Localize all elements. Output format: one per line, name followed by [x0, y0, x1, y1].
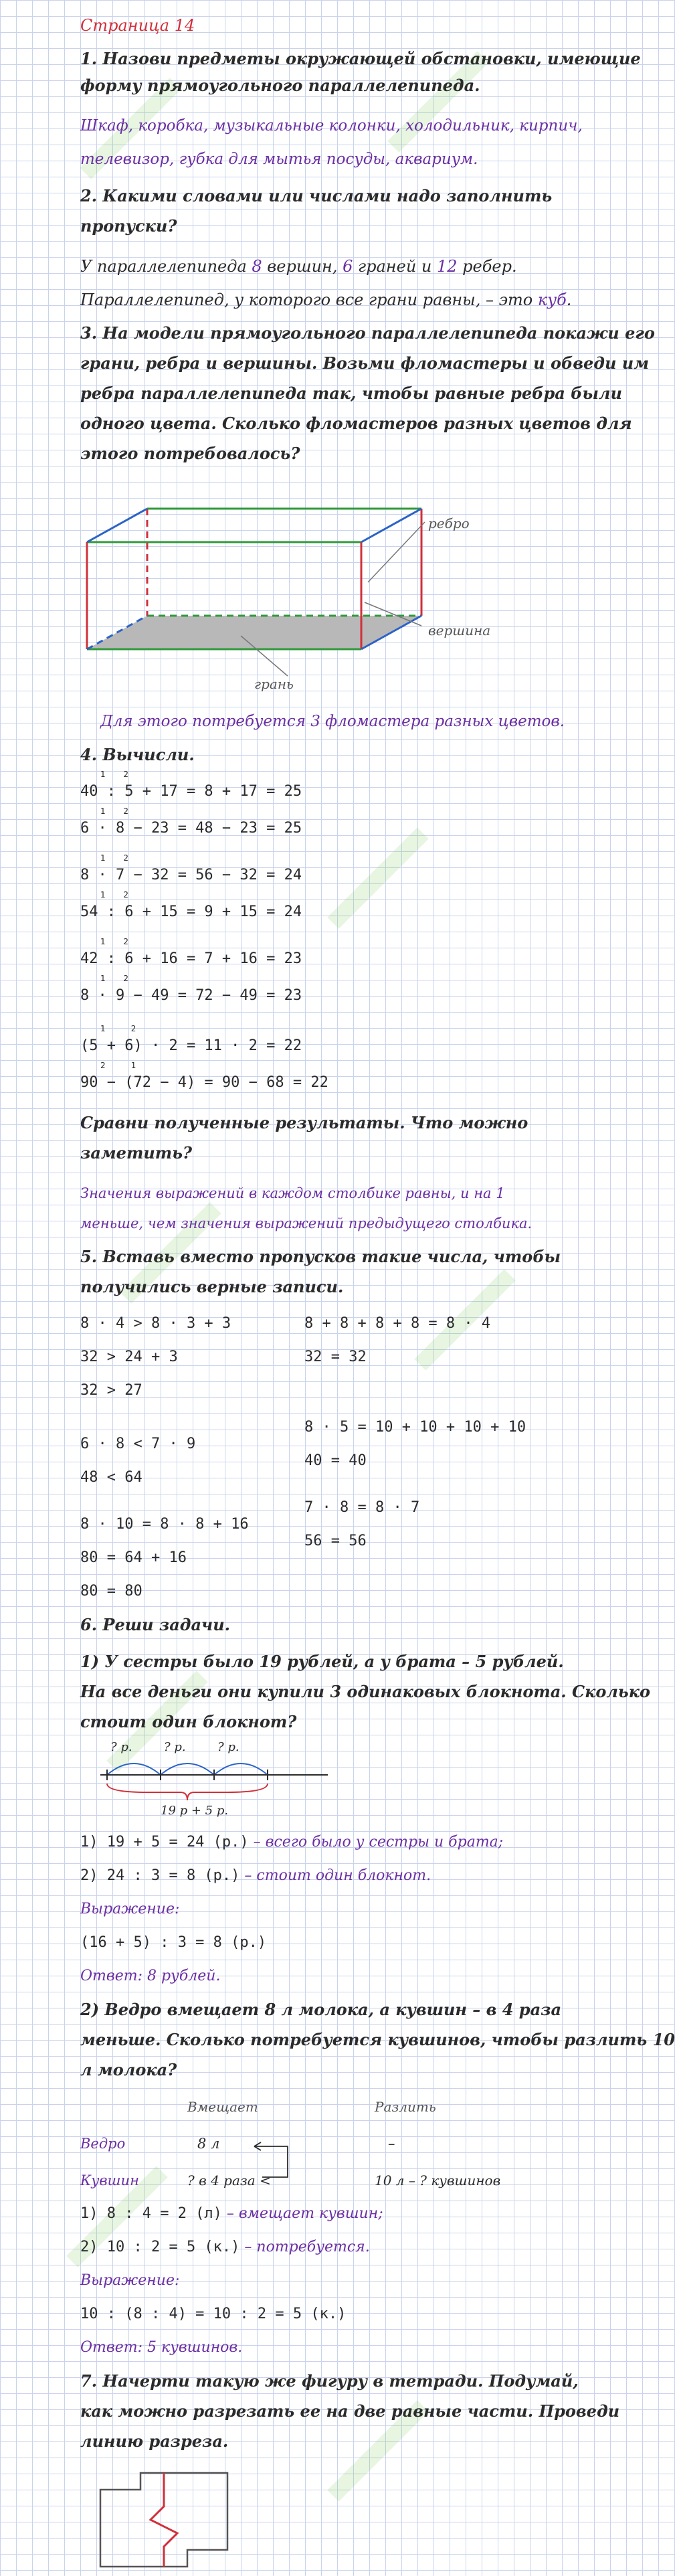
task1-answer-line2: телевизор, губка для мытья посуды, аквариум. — [80, 151, 478, 168]
problem2-line2: меньше. Сколько потребуется кувшинов, чтобы разлить 10 — [80, 2030, 675, 2049]
problem2-step1 — [80, 2202, 522, 2226]
task5-left-line: 80 = 64 + 16 — [80, 1549, 187, 1566]
task2-line1-text-d: ребер. — [457, 257, 517, 276]
task4-line: (5 + 6) · 2 = 11 · 2 = 22 — [80, 1037, 302, 1054]
task4-answer-line2: меньше, чем значения выражений предыдущего столбика. — [80, 1215, 533, 1231]
order-mark: 1 2 — [100, 853, 128, 863]
task2-line1-text-c: граней и — [353, 257, 437, 276]
problem2-answer: Ответ: 5 кувшинов. — [80, 2339, 243, 2356]
jug-holds: ? в 4 раза < — [187, 2172, 271, 2188]
label-edge: ребро — [428, 515, 470, 531]
task5-left-line: 8 · 10 = 8 · 8 + 16 — [80, 1516, 249, 1533]
problem2-step2-note: – потребуется. — [239, 2239, 370, 2255]
parallelepiped-drawing — [87, 482, 435, 676]
task4-question-line2: заметить? — [80, 1143, 193, 1163]
task2-edges-count: 12 — [437, 257, 458, 276]
task1-question-line2: форму прямоугольного параллелепипеда. — [80, 76, 480, 95]
row-bucket: Ведро — [80, 2136, 126, 2152]
task7-question-line1: 7. Начерти такую же фигуру в тетради. Подумай, — [80, 2371, 579, 2391]
task5-question-line2: получились верные записи. — [80, 1277, 344, 1296]
task5-left-line: 6 · 8 < 7 · 9 — [80, 1436, 196, 1452]
order-mark: 1 2 — [100, 770, 128, 779]
task5-question-line1: 5. Вставь вместо пропусков такие числа, чтобы — [80, 1247, 561, 1266]
task5-left-line: 8 · 4 > 8 · 3 + 3 — [80, 1315, 231, 1332]
segment-label: ? р. — [110, 1740, 132, 1754]
segment-label: ? р. — [164, 1740, 186, 1754]
order-mark: 1 2 — [100, 974, 128, 983]
task4-line: 42 : 6 + 16 = 7 + 16 = 23 — [80, 950, 302, 967]
order-mark: 1 2 — [100, 1024, 136, 1033]
task2-vertices-count: 8 — [252, 257, 262, 276]
problem2-line3: л молока? — [80, 2060, 177, 2079]
comparison-arrow — [248, 2138, 314, 2185]
problem2-expression-label: Выражение: — [80, 2272, 180, 2289]
task1-question-line1: 1. Назови предметы окружающей обстановки, имеющие — [80, 49, 641, 68]
problem2-step2 — [80, 2235, 522, 2259]
problem2-line1: 2) Ведро вмещает 8 л молока, а кувшин – в 4 раза — [80, 2000, 562, 2019]
cut-line — [151, 2473, 177, 2567]
problem1-expression: (16 + 5) : 3 = 8 (р.) — [80, 1934, 267, 1951]
problem1-step2-expr: 2) 24 : 3 = 8 (р.) — [80, 1867, 240, 1884]
column-pour: Разлить — [375, 2099, 436, 2115]
bucket-pour: – — [388, 2136, 395, 2152]
edge-blue-top-left — [87, 509, 147, 542]
task2-question-line2: пропуски? — [80, 216, 177, 236]
problem1-answer: Ответ: 8 рублей. — [80, 1968, 221, 1984]
task4-line: 54 : 6 + 15 = 9 + 15 = 24 — [80, 904, 302, 920]
problem1-step1-expr: 1) 19 + 5 = 24 (р.) — [80, 1834, 249, 1851]
problem2-step2-expr: 2) 10 : 2 = 5 (к.) — [80, 2239, 240, 2255]
task2-line2-text: Параллелепипед, у которого все грани равны, – это — [80, 290, 538, 309]
task4-line: 40 : 5 + 17 = 8 + 17 = 25 — [80, 783, 302, 800]
figure-to-cut — [94, 2470, 254, 2570]
edge-blue-top-right — [361, 509, 421, 542]
task5-right-line: 56 = 56 — [304, 1533, 367, 1549]
problem1-line2: На все деньги они купили 3 одинаковых блокнота. Сколько — [80, 1682, 650, 1701]
segment-label: ? р. — [217, 1740, 239, 1754]
task5-left-line: 32 > 24 + 3 — [80, 1349, 178, 1365]
task2-faces-count: 6 — [343, 257, 353, 276]
problem1-expression-label: Выражение: — [80, 1901, 180, 1917]
task4-question-line1: Сравни полученные результаты. Что можно — [80, 1113, 528, 1132]
problem1-line3: стоит один блокнот? — [80, 1712, 297, 1731]
task5-right-line: 40 = 40 — [304, 1452, 367, 1469]
task2-line1-text-b: вершин, — [262, 257, 343, 276]
task2-question-line1: 2. Какими словами или числами надо заполнить — [80, 186, 553, 205]
arc-segment — [161, 1764, 214, 1775]
task5-left-line: 48 < 64 — [80, 1469, 142, 1486]
arc-segment — [107, 1764, 161, 1775]
task3-question-line3: ребра параллелепипеда так, чтобы равные ребра были — [80, 383, 622, 403]
task7-question-line3: линию разреза. — [80, 2431, 229, 2451]
task4-line: 8 · 7 − 32 = 56 − 32 = 24 — [80, 867, 302, 883]
problem2-step1-note: – вмещает кувшин; — [221, 2205, 383, 2222]
task4-line: 6 · 8 − 23 = 48 − 23 = 25 — [80, 820, 302, 837]
column-holds: Вмещает — [187, 2099, 258, 2115]
task5-right-line: 8 · 5 = 10 + 10 + 10 + 10 — [304, 1419, 526, 1436]
problem1-step1 — [80, 1830, 522, 1855]
arrow-path — [254, 2146, 288, 2177]
task4-line: 90 − (72 − 4) = 90 − 68 = 22 — [80, 1074, 328, 1091]
task1-answer-line1: Шкаф, коробка, музыкальные колонки, холодильник, кирпич, — [80, 117, 583, 135]
task5-right-line: 32 = 32 — [304, 1349, 367, 1365]
task6-heading: 6. Реши задачи. — [80, 1615, 230, 1634]
task2-line1-text-a: У параллелепипеда — [80, 257, 252, 276]
task7-question-line2: как можно разрезать ее на две равные части. Проведи — [80, 2401, 620, 2421]
task2-line2 — [80, 288, 572, 312]
order-mark: 1 2 — [100, 890, 128, 899]
bucket-holds: 8 л — [197, 2136, 220, 2152]
problem2-expression: 10 : (8 : 4) = 10 : 2 = 5 (к.) — [80, 2306, 347, 2322]
label-vertex: вершина — [428, 622, 491, 638]
problem1-step1-note: – всего было у сестры и брата; — [248, 1834, 504, 1851]
pointer-line-edge — [368, 522, 425, 582]
page-title: Страница 14 — [80, 16, 195, 35]
task5-right-line: 7 · 8 = 8 · 7 — [304, 1499, 420, 1516]
task3-answer: Для этого потребуется 3 фломастера разных цветов. — [100, 713, 565, 730]
arc-segment — [214, 1764, 268, 1775]
total-brace — [107, 1784, 268, 1800]
problem2-step1-expr: 1) 8 : 4 = 2 (л) — [80, 2205, 222, 2222]
task2-line1 — [80, 254, 522, 278]
task3-question-line1: 3. На модели прямоугольного параллелепипеда покажи его — [80, 323, 655, 343]
row-jug: Кувшин — [80, 2172, 139, 2188]
jug-pour: 10 л – ? кувшинов — [375, 2172, 501, 2188]
task2-cube-word: куб — [537, 290, 567, 309]
task3-question-line2: грани, ребра и вершины. Возьми фломастеры и обведи им — [80, 353, 650, 373]
order-mark: 1 2 — [100, 806, 128, 816]
total-label: 19 р + 5 р. — [161, 1804, 229, 1818]
task4-heading: 4. Вычисли. — [80, 745, 195, 764]
order-mark: 1 2 — [100, 937, 128, 946]
problem1-step2-note: – стоит один блокнот. — [239, 1867, 431, 1884]
task4-answer-line1: Значения выражений в каждом столбике равны, и на 1 — [80, 1185, 505, 1201]
task5-right-line: 8 + 8 + 8 + 8 = 8 · 4 — [304, 1315, 491, 1332]
task5-left-line: 80 = 80 — [80, 1583, 142, 1600]
task3-question-line5: этого потребовалось? — [80, 444, 300, 463]
order-mark: 2 1 — [100, 1061, 136, 1070]
task2-line2-end: . — [566, 290, 572, 309]
task4-line: 8 · 9 − 49 = 72 − 49 = 23 — [80, 987, 302, 1004]
task5-left-line: 32 > 27 — [80, 1382, 142, 1399]
task3-question-line4: одного цвета. Сколько фломастеров разных цветов для — [80, 414, 632, 433]
problem1-line1: 1) У сестры было 19 рублей, а у брата – 5 рублей. — [80, 1652, 564, 1671]
problem1-step2 — [80, 1864, 522, 1888]
label-face: грань — [254, 676, 294, 692]
